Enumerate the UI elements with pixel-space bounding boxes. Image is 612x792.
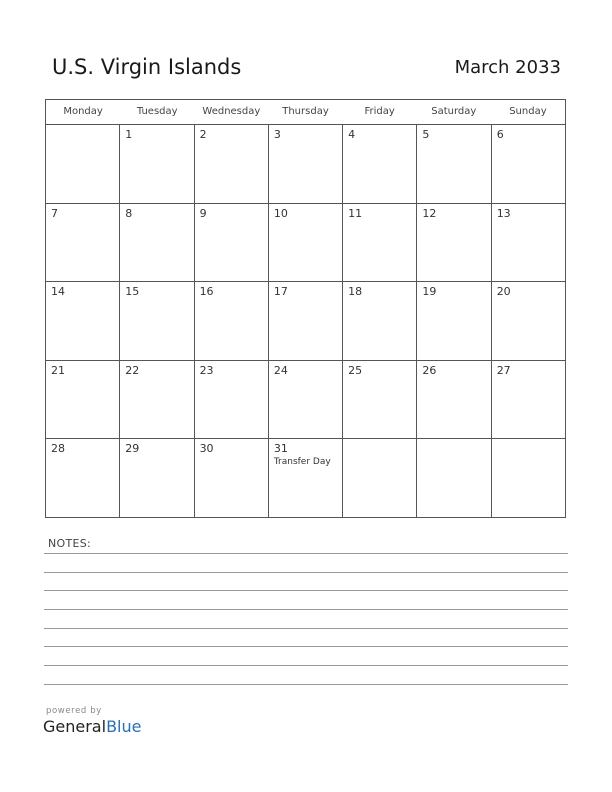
day-cell	[492, 125, 565, 203]
notes-label: NOTES:	[48, 537, 92, 550]
day-number: 30	[199, 442, 214, 455]
day-number: 14	[51, 285, 65, 298]
day-number: 12	[422, 206, 437, 220]
day-cell	[417, 361, 491, 439]
weekday-saturday: Saturday	[431, 106, 477, 117]
day-cell	[46, 282, 120, 360]
note-line	[44, 609, 568, 610]
day-cell	[417, 439, 491, 517]
day-number: 23	[199, 363, 214, 377]
day-number: 6	[496, 128, 504, 141]
day-number: 15	[125, 285, 140, 298]
day-cell	[46, 125, 120, 203]
day-number: 1	[125, 128, 133, 141]
note-line	[44, 684, 568, 685]
day-number: 19	[422, 285, 437, 298]
day-number: 24	[273, 363, 288, 377]
day-number: 21	[51, 363, 65, 377]
day-cell	[120, 439, 194, 517]
day-cell	[343, 204, 417, 282]
weekday-monday: Monday	[63, 106, 103, 117]
day-number: 2	[199, 128, 207, 141]
day-number: 20	[496, 285, 511, 298]
note-line	[44, 646, 568, 647]
day-cell	[343, 361, 417, 439]
day-cell	[46, 361, 120, 439]
day-number: 5	[422, 128, 430, 141]
calendar-title: U.S. Virgin Islands	[52, 55, 242, 79]
week-row	[46, 204, 565, 283]
day-number: 16	[199, 285, 214, 298]
calendar-grid	[45, 99, 566, 518]
note-line	[44, 590, 568, 591]
day-number: 4	[348, 128, 356, 141]
day-cell	[120, 204, 194, 282]
note-line	[44, 665, 568, 666]
weekday-wednesday: Wednesday	[202, 106, 261, 117]
day-cell	[492, 204, 565, 282]
holiday-label: Transfer Day	[273, 457, 331, 467]
day-number: 22	[125, 363, 140, 377]
weekday-sunday: Sunday	[509, 106, 547, 117]
note-line	[44, 628, 568, 629]
day-cell	[492, 361, 565, 439]
day-cell	[417, 282, 491, 360]
day-number: 10	[273, 206, 288, 220]
week-row	[46, 125, 565, 204]
day-cell	[46, 439, 120, 517]
day-cell	[492, 282, 565, 360]
day-cell	[417, 125, 491, 203]
day-cell	[46, 204, 120, 282]
day-number: 31	[273, 442, 288, 455]
logo-blue-text: Blue	[106, 717, 142, 736]
logo-general-text: General	[43, 717, 107, 736]
day-cell	[195, 204, 269, 282]
day-cell	[269, 361, 343, 439]
day-number: 3	[273, 128, 281, 141]
day-cell	[195, 439, 269, 517]
day-number: 8	[125, 206, 133, 220]
powered-by-text: powered by	[46, 706, 102, 716]
weekday-friday: Friday	[364, 106, 395, 117]
day-cell	[417, 204, 491, 282]
day-cell	[120, 361, 194, 439]
day-number: 13	[496, 206, 511, 220]
day-number: 26	[422, 363, 437, 377]
day-cell	[343, 439, 417, 517]
day-cell	[269, 204, 343, 282]
day-cell	[343, 125, 417, 203]
day-cell	[195, 361, 269, 439]
week-row	[46, 361, 565, 440]
note-line	[44, 572, 568, 573]
weekday-tuesday: Tuesday	[136, 106, 178, 117]
day-cell	[195, 282, 269, 360]
day-cell	[120, 125, 194, 203]
day-number: 18	[348, 285, 363, 298]
day-cell	[343, 282, 417, 360]
weekday-thursday: Thursday	[282, 106, 329, 117]
calendar-month: March 2033	[454, 57, 561, 78]
day-cell	[492, 439, 565, 517]
day-cell	[269, 282, 343, 360]
day-number: 28	[51, 442, 65, 455]
note-line	[44, 553, 568, 554]
day-number: 9	[199, 206, 207, 220]
week-row	[46, 282, 565, 361]
day-cell	[195, 125, 269, 203]
day-number: 27	[496, 363, 511, 377]
day-cell	[269, 125, 343, 203]
day-number: 25	[348, 363, 363, 377]
day-number: 7	[51, 206, 58, 220]
weekday-header-row	[46, 100, 565, 125]
day-cell	[120, 282, 194, 360]
day-number: 17	[273, 285, 288, 298]
day-number: 11	[348, 206, 363, 220]
week-row	[46, 439, 565, 517]
day-cell	[269, 439, 343, 517]
day-number: 29	[125, 442, 140, 455]
generalblue-logo	[43, 717, 141, 736]
